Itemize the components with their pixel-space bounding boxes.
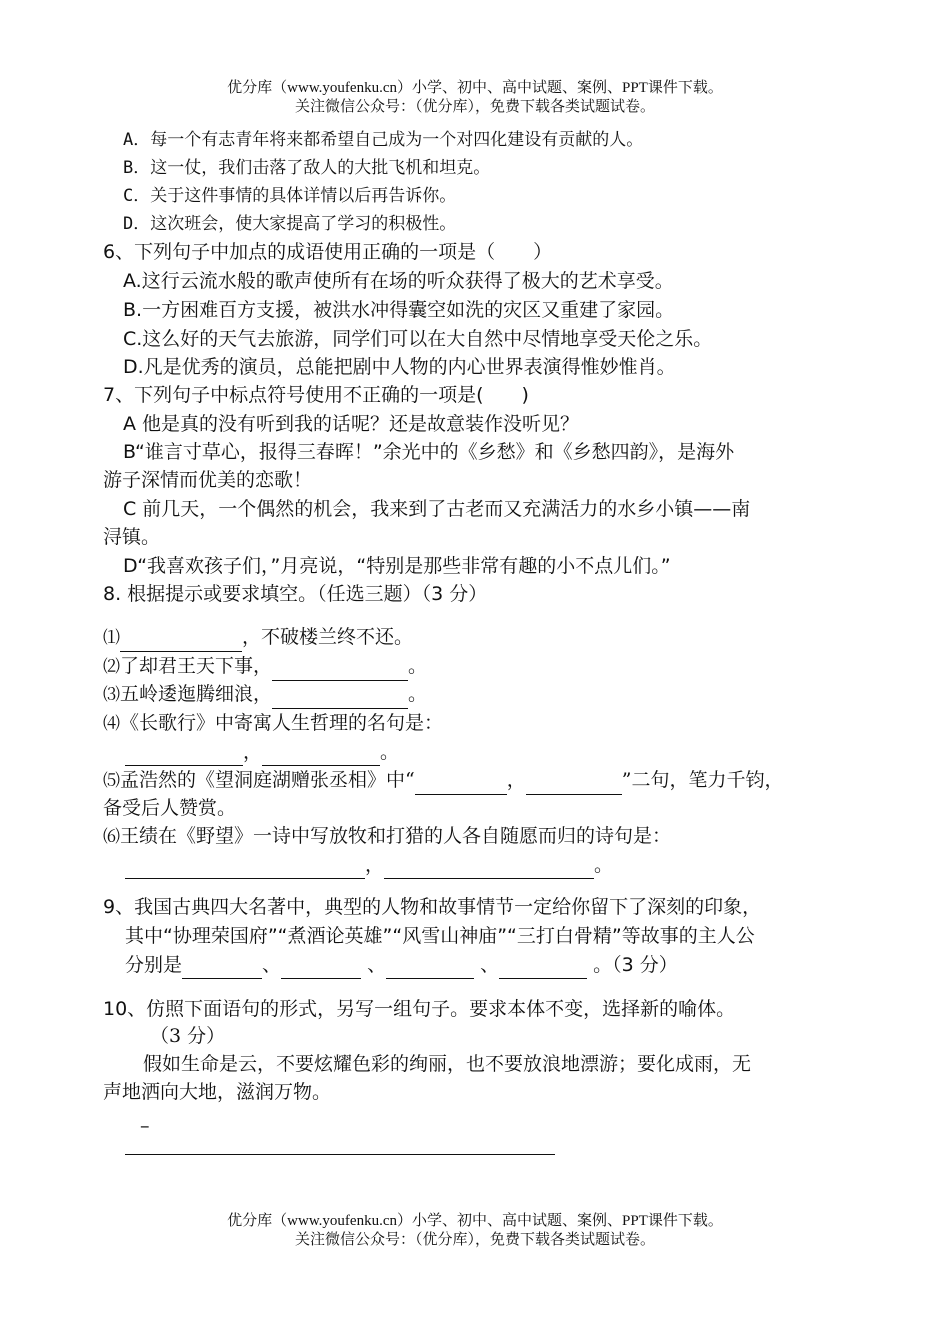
q8-stem: 8. 根据提示或要求填空。（任选三题）（3 分） [103, 583, 488, 605]
q8-item-3 [103, 680, 427, 709]
q7-option-b-cont: 游子深情而优美的恋歌！ [103, 469, 313, 491]
q8-item-5 [103, 766, 783, 795]
q8-comma: ， [506, 769, 526, 791]
q10-answer-line[interactable] [125, 1154, 555, 1155]
q7-option-b: B“谁言寸草心，报得三春晖！”余光中的《乡愁》和《乡愁四韵》，是海外 [123, 441, 735, 463]
q10-dash: – [140, 1115, 150, 1137]
q8-item-2-text: 了却君王天下事， [120, 655, 273, 677]
q8-item-4-answer [125, 738, 399, 766]
q8-item-6-number: ⑹ [103, 827, 120, 847]
header-line-2: 关注微信公众号：（优分库），免费下载各类试题试卷。 [294, 99, 655, 115]
q8-item-4-number: ⑷ [103, 714, 120, 734]
q5-option-b: B．这一仗，我们击落了敌人的大批飞机和坦克。 [123, 158, 491, 178]
q5-option-c: C．关于这件事情的具体详情以后再告诉你。 [123, 186, 457, 206]
q8-item-3-number: ⑶ [103, 685, 120, 705]
answer-blank[interactable] [499, 958, 587, 979]
q7-option-d: D“我喜欢孩子们，”月亮说，“特别是那些非常有趣的小不点儿们。” [123, 555, 671, 577]
q8-period: 。 [380, 741, 400, 763]
footer-line-1: 优分库（www.youfenku.cn）小学、初中、高中试题、案例、PPT课件下载。 [227, 1213, 723, 1229]
answer-blank[interactable] [386, 958, 474, 979]
q6-stem: 6、下列句子中加点的成语使用正确的一项是（ ） [103, 241, 553, 263]
q8-item-2 [103, 652, 427, 681]
q8-item-1-number: ⑴ [103, 628, 120, 648]
q8-period: 。 [408, 655, 428, 677]
q8-item-4 [103, 709, 443, 738]
answer-blank[interactable] [281, 958, 361, 979]
q7-stem: 7、下列句子中标点符号使用不正确的一项是( ) [103, 384, 529, 406]
q8-item-5-number: ⑸ [103, 771, 120, 791]
header-line-1: 优分库（www.youfenku.cn）小学、初中、高中试题、案例、PPT课件下载。 [227, 80, 723, 96]
q8-item-6-text: 王绩在《野望》一诗中写放牧和打猎的人各自随愿而归的诗句是： [120, 825, 672, 847]
q9-line-1: 9、我国古典四大名著中，典型的人物和故事情节一定给你留下了深刻的印象， [103, 896, 762, 918]
q8-item-5-text-b: ”二句，笔力千钧， [621, 769, 784, 791]
q8-period: 。 [408, 683, 428, 705]
q10-sample-1: 假如生命是云，不要炫耀色彩的绚丽，也不要放浪地漂游；要化成雨，无 [143, 1053, 752, 1075]
answer-blank[interactable] [526, 774, 622, 795]
q8-item-4-text: 《长歌行》中寄寓人生哲理的名句是： [120, 712, 444, 734]
q8-comma: ， [365, 854, 385, 876]
q6-option-d: D.凡是优秀的演员，总能把剧中人物的内心世界表演得惟妙惟肖。 [123, 356, 676, 378]
q7-option-a: A 他是真的没有听到我的话呢？还是故意装作没听见？ [123, 413, 580, 435]
q10-sample-2: 声地洒向大地，滋润万物。 [103, 1081, 332, 1103]
q7-option-c-cont: 浔镇。 [103, 526, 161, 548]
answer-blank[interactable] [272, 660, 408, 681]
q9-line-3 [125, 951, 678, 979]
answer-blank[interactable] [182, 958, 262, 979]
q8-period: 。 [594, 854, 614, 876]
q6-option-b: B.一方困难百方支援，被洪水冲得囊空如洗的灾区又重建了家园。 [123, 299, 675, 321]
q9-prefix: 分别是 [125, 954, 183, 976]
q9-separator: 、 [474, 954, 500, 976]
answer-blank[interactable] [415, 774, 507, 795]
q8-item-6-answer [125, 851, 613, 879]
q8-item-6 [103, 822, 671, 851]
q9-separator: 、 [361, 954, 387, 976]
q8-comma: ， [243, 741, 263, 763]
q6-option-a: A.这行云流水般的歌声使所有在场的听众获得了极大的艺术享受。 [123, 270, 674, 292]
answer-blank[interactable] [262, 745, 380, 766]
q10-line-1: 10、仿照下面语句的形式，另写一组句子。要求本体不变，选择新的喻体。 [103, 998, 736, 1020]
footer-line-2: 关注微信公众号：（优分库），免费下载各类试题试卷。 [294, 1232, 655, 1248]
answer-blank[interactable] [272, 688, 408, 709]
q8-item-2-number: ⑵ [103, 657, 120, 677]
q8-item-1 [103, 623, 413, 652]
q8-item-3-text: 五岭逶迤腾细浪， [120, 683, 273, 705]
q8-item-1-text: ，不破楼兰终不还。 [242, 626, 414, 648]
q9-suffix: 。（3 分） [587, 954, 678, 976]
q6-option-c: C.这么好的天气去旅游，同学们可以在大自然中尽情地享受天伦之乐。 [123, 328, 713, 350]
q10-points: （3 分） [150, 1025, 226, 1047]
q9-line-2: 其中“协理荣国府”“煮酒论英雄”“风雪山神庙”“三打白骨精”等故事的主人公 [125, 925, 755, 947]
q5-option-d: D．这次班会，使大家提高了学习的积极性。 [123, 214, 457, 234]
answer-blank[interactable] [125, 745, 243, 766]
q8-item-5-cont: 备受后人赞赏。 [103, 797, 237, 819]
answer-blank[interactable] [384, 858, 594, 879]
answer-blank[interactable] [120, 631, 242, 652]
q7-option-c: C 前几天，一个偶然的机会，我来到了古老而又充满活力的水乡小镇——南 [123, 498, 751, 520]
q8-item-5-text-a: 孟浩然的《望洞庭湖赠张丞相》中“ [120, 769, 415, 791]
answer-blank[interactable] [125, 858, 365, 879]
q9-separator: 、 [262, 954, 282, 976]
q5-option-a: A．每一个有志青年将来都希望自己成为一个对四化建设有贡献的人。 [123, 130, 644, 150]
